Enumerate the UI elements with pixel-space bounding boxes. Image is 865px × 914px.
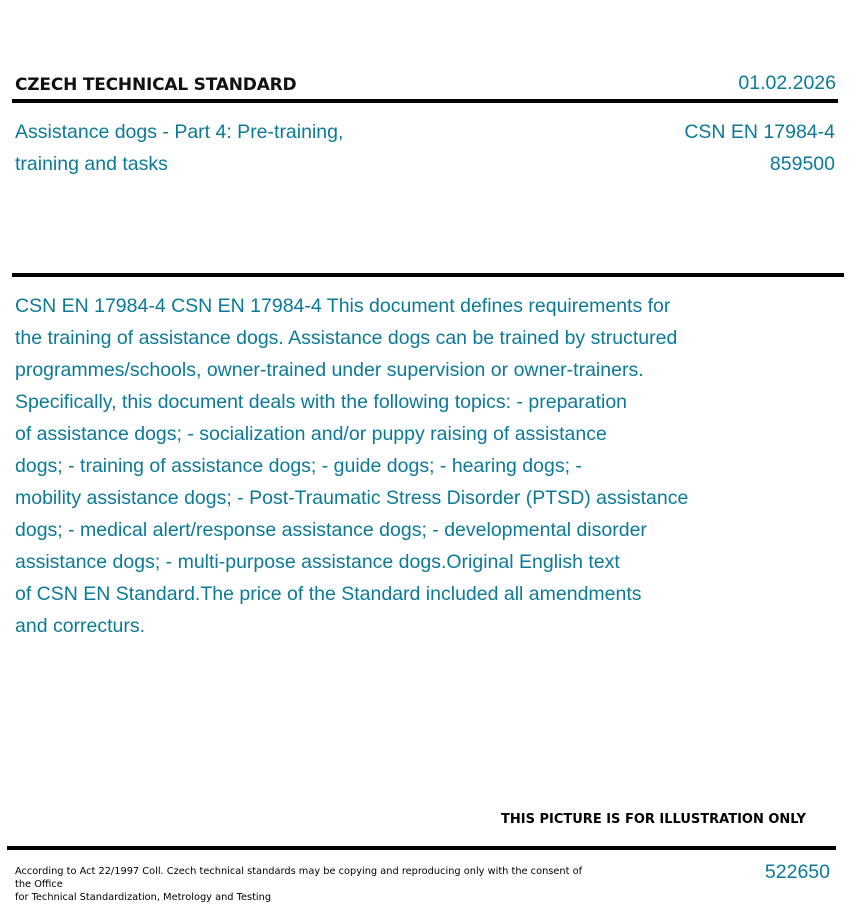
- catalog-number: 859500: [769, 153, 835, 175]
- standard-number: CSN EN 17984-4: [684, 121, 835, 143]
- footer-divider: [7, 846, 836, 850]
- document-description: CSN EN 17984-4 CSN EN 17984-4 This document defines requirements for the training of assistance dogs. Assistance dogs can be trained by structured programmes/schools, owner-trained under supervision or owner-trainers. Specifically, this document deals with the following topics: - preparation of assistance dogs; - socialization and/or puppy raising of assistance dogs; - training of assistance dogs; - guide dogs; - hearing dogs; - mobility assistance dogs; - Post-Traumatic Stress Disorder (PTSD) assistance dogs; - medical alert/response assistance dogs; - developmental disorder assistance dogs; - multi-purpose assistance dogs.Original English text of CSN EN Standard.The price of the Standard included all amendments and correcturs.: [15, 295, 689, 637]
- title-divider: [12, 273, 844, 277]
- document-title: Assistance dogs - Part 4: Pre-training, training and tasks: [15, 121, 344, 175]
- header-divider: [12, 99, 838, 103]
- illustration-note: THIS PICTURE IS FOR ILLUSTRATION ONLY: [501, 812, 806, 827]
- product-code: 522650: [764, 861, 830, 883]
- legal-notice: According to Act 22/1997 Coll. Czech technical standards may be copying and reproducing only with the consent of the Office for Technical Standardization, Metrology and Testing: [15, 866, 583, 903]
- standard-identifier: [684, 116, 835, 180]
- publication-date: 01.02.2026: [738, 72, 836, 94]
- standard-type-heading: CZECH TECHNICAL STANDARD: [15, 75, 297, 95]
